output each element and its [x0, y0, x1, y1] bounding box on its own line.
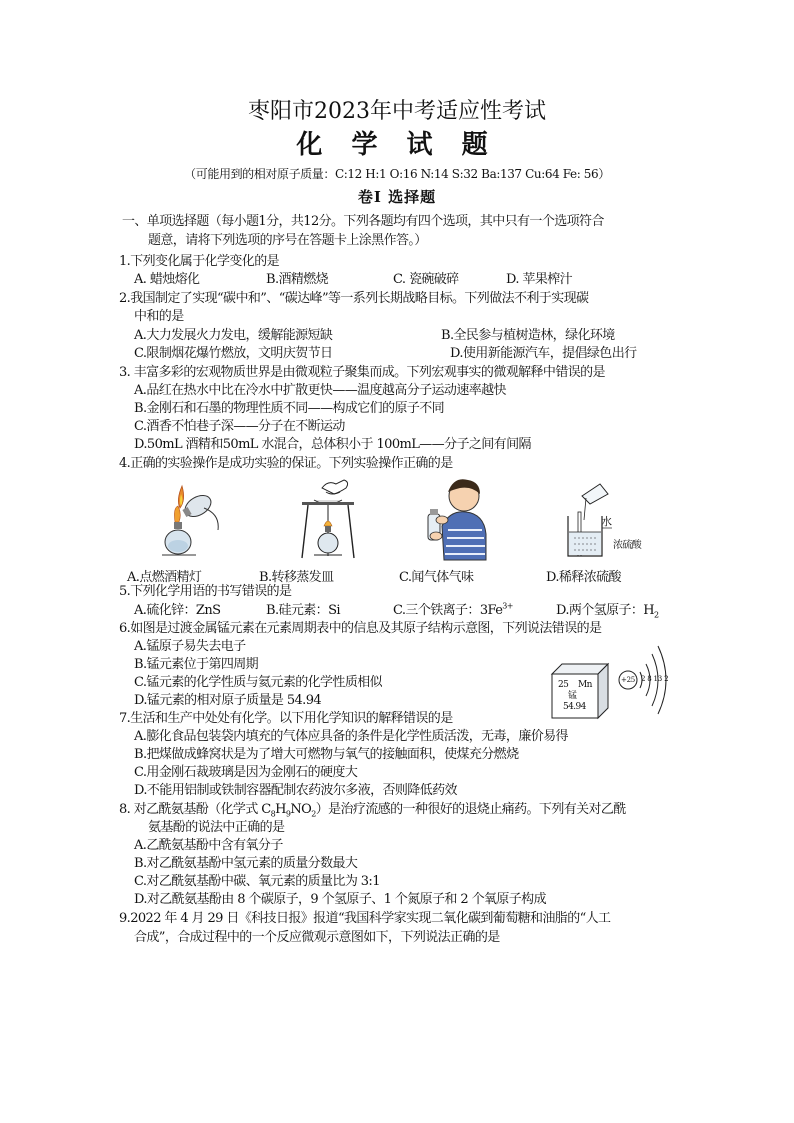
q8-no: NO [290, 802, 312, 817]
q8-option-c: C.对乙酰氨基酚中碳、氧元素的质量比为 3:1 [134, 874, 380, 889]
q5-stem: 5.下列化学用语的书写错误的是 [119, 584, 292, 599]
q6-stem: 6.如图是过渡金属锰元素在元素周期表中的信息及其原子结构示意图，下列说法错误的是 [119, 621, 602, 636]
q5-option-c-text: C.三个铁离子：3Fe [393, 603, 503, 618]
q8-option-a: A.乙酰氨基酚中含有氧分子 [134, 838, 283, 853]
atomic-masses-note: （可能用到的相对原子质量：C:12 H:1 O:16 N:14 S:32 Ba:137 Cu:64 Fe: 56） [184, 167, 610, 181]
q5-option-c [393, 602, 513, 619]
q1-option-c: C. 瓷碗破碎 [393, 272, 459, 287]
q2-option-a: A.大力发展火力发电，缓解能源短缺 [134, 328, 333, 343]
acid-label: 浓硫酸 [613, 540, 642, 551]
q6-option-b: B.锰元素位于第四周期 [134, 657, 259, 672]
q5-option-d [556, 602, 659, 619]
q7-option-b: B.把煤做成蜂窝状是为了增大可燃物与氧气的接触面积，使煤充分燃烧 [134, 747, 519, 762]
section-instructions-line2: 题意，请将下列选项的序号在答题卡上涂黑作答。） [148, 233, 427, 248]
q8-sub-h: 9 [285, 809, 291, 819]
subject-title: 化 学 试 题 [296, 130, 498, 160]
volume-heading: 卷Ⅰ 选择题 [357, 188, 437, 206]
q2-option-c: C.限制烟花爆竹燃放，文明庆贺节日 [134, 346, 333, 361]
q4-option-a: A.点燃酒精灯 [127, 570, 202, 585]
exam-title: 枣阳市2023年中考适应性考试 [248, 99, 546, 124]
q3-stem: 3. 丰富多彩的宏观物质世界是由微观粒子聚集而成。下列宏观事实的微观解释中错误的是 [119, 365, 605, 380]
q8-option-d: D.对乙酰氨基酚由 8 个碳原子，9 个氢原子、1 个氮原子和 2 个氧原子构成 [134, 892, 546, 907]
q5-option-b: B.硅元素：Si [266, 603, 340, 618]
evaporating-dish-figure [296, 478, 360, 562]
q8-sub-c: 8 [270, 809, 276, 819]
q2-option-d: D.使用新能源汽车，提倡绿色出行 [450, 346, 637, 361]
q6-option-d: D.锰元素的相对原子质量是 54.94 [134, 693, 322, 708]
q1-stem: 1.下列变化属于化学变化的是 [119, 254, 280, 269]
q1-option-d: D. 苹果榨汁 [506, 272, 573, 287]
q1-option-b: B.酒精燃烧 [266, 272, 329, 287]
q7-option-a: A.膨化食品包装袋内填充的气体应具备的条件是化学性质活泼，无毒，廉价易得 [134, 729, 568, 744]
cell-element-name: 锰 [568, 691, 577, 701]
electron-shells: 2 8 13 2 [641, 675, 669, 683]
q2-stem-line2: 中和的是 [134, 309, 184, 324]
q8-sub-o: 2 [311, 809, 316, 819]
q6-option-c: C.锰元素的化学性质与氦元素的化学性质相似 [134, 675, 383, 690]
q5-option-a: A.硫化锌：ZnS [134, 603, 221, 618]
q4-option-c: C.闻气体气味 [399, 570, 474, 585]
q5-option-d-subscript: 2 [654, 610, 659, 620]
q8-h: H [275, 802, 286, 817]
q8-stem-pre: 8. 对乙酰氨基酚（化学式 C [119, 802, 271, 817]
cell-atomic-mass: 54.94 [563, 702, 586, 712]
q3-option-b: B.金刚石和石墨的物理性质不同——构成它们的原子不同 [134, 401, 445, 416]
q3-option-c: C.酒香不怕巷子深——分子在不断运动 [134, 419, 345, 434]
q8-stem-line1 [119, 801, 626, 818]
nucleus-charge: +25 [621, 676, 635, 684]
q3-option-d: D.50mL 酒精和50mL 水混合，总体积小于 100mL——分子之间有间隔 [134, 437, 531, 452]
section-instructions-line1: 一、单项选择题（每小题1分，共12分。下列各题均有四个选项，其中只有一个选项符合 [122, 214, 604, 229]
q5-option-d-text: D.两个氢原子：H [556, 603, 655, 618]
q8-option-b: B.对乙酰氨基酚中氢元素的质量分数最大 [134, 856, 358, 871]
cell-symbol: Mn [578, 680, 592, 690]
q8-stem-line2: 氨基酚的说法中正确的是 [148, 820, 285, 835]
q8-stem-post: ）是治疗流感的一种很好的退烧止痛药。下列有关对乙酰 [315, 802, 626, 817]
q6-option-a: A.锰原子易失去电子 [134, 639, 246, 654]
alcohol-lamp-lighting-figure [160, 478, 230, 562]
smelling-gas-figure [420, 474, 494, 564]
q4-option-d: D.稀释浓硫酸 [546, 570, 621, 585]
cell-atomic-number: 25 [558, 680, 569, 690]
q5-option-c-charge: 3+ [502, 601, 513, 611]
q9-stem-line2: 合成”，合成过程中的一个反应微观示意图如下，下列说法正确的是 [134, 930, 500, 945]
q4-option-b: B.转移蒸发皿 [259, 570, 334, 585]
water-label: 水 [601, 515, 612, 528]
q1-option-a: A. 蜡烛熔化 [134, 272, 200, 287]
q4-stem: 4.正确的实验操作是成功实验的保证。下列实验操作正确的是 [119, 456, 453, 471]
q3-option-a: A.品红在热水中比在冷水中扩散更快——温度越高分子运动速率越快 [134, 383, 506, 398]
q2-option-b: B.全民参与植树造林，绿化环境 [441, 328, 615, 343]
q9-stem-line1: 9.2022 年 4 月 29 日《科技日报》报道“我国科学家实现二氧化碳到葡萄糖和油脂的“人工 [119, 911, 611, 926]
q7-option-d: D.不能用铝制或铁制容器配制农药波尔多液，否则降低药效 [134, 783, 457, 798]
q2-stem-line1: 2.我国制定了实现“碳中和”、“碳达峰”等一系列长期战略目标。下列做法不利于实现碳 [119, 291, 589, 306]
q7-option-c: C.用金刚石裁玻璃是因为金刚石的硬度大 [134, 765, 358, 780]
q7-stem: 7.生活和生产中处处有化学。以下用化学知识的解释错误的是 [119, 711, 453, 726]
